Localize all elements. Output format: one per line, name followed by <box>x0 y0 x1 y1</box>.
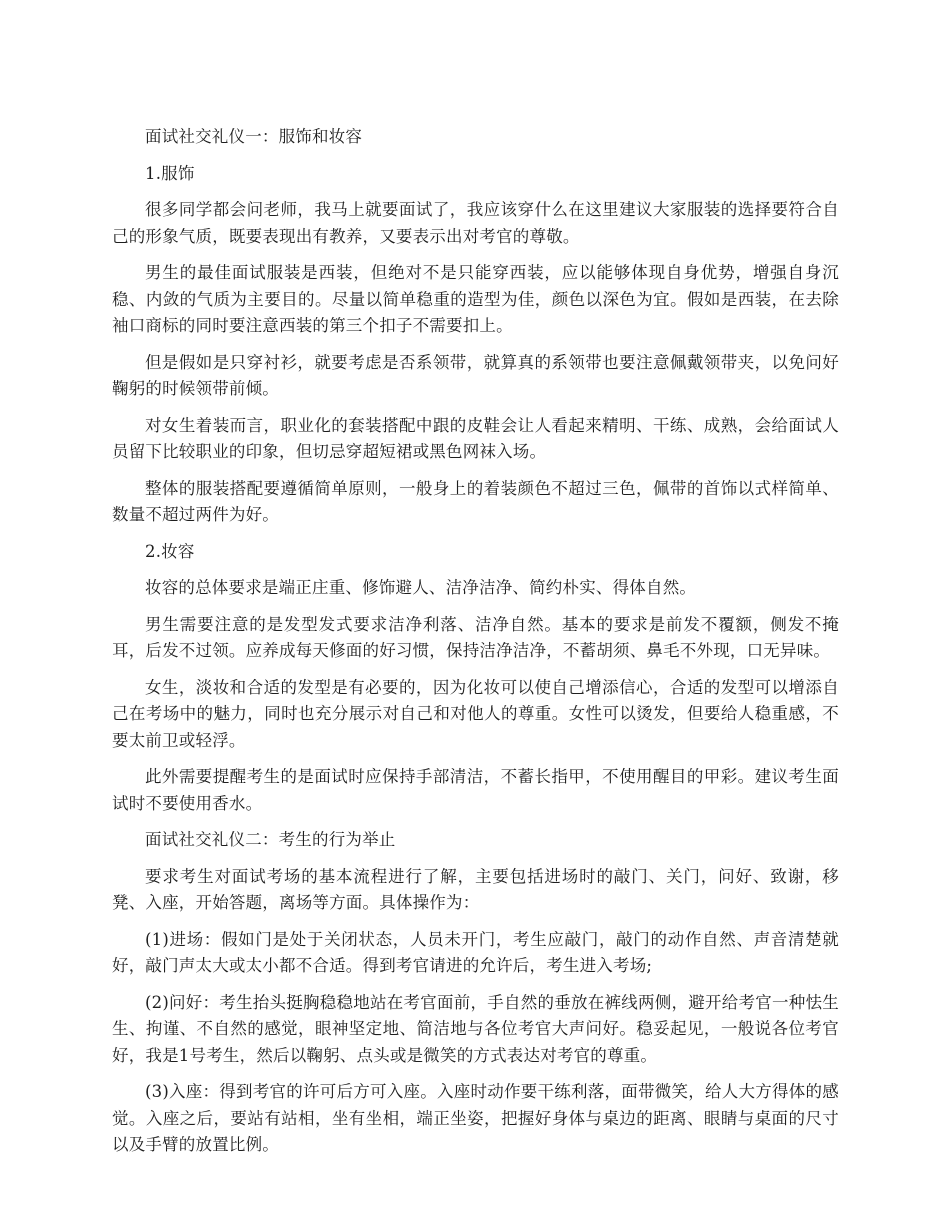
paragraph: 但是假如是只穿衬衫，就要考虑是否系领带，就算真的系领带也要注意佩戴领带夹，以免问好鞠躬的时候领带前倾。 <box>112 352 839 398</box>
subsection-heading: 2.妆容 <box>145 541 195 561</box>
paragraph: 此外需要提醒考生的是面试时应保持手部清洁，不蓄长指甲，不使用醒目的甲彩。建议考生面试时不要使用香水。 <box>112 767 839 813</box>
paragraph: 很多同学都会问老师，我马上就要面试了，我应该穿什么在这里建议大家服装的选择要符合自己的形象气质，既要表现出有教养，又要表示出对考官的尊敬。 <box>112 200 839 246</box>
paragraph: 整体的服装搭配要遵循简单原则，一般身上的着装颜色不超过三色，佩带的首饰以式样简单、数量不超过两件为好。 <box>112 478 839 524</box>
subsection-heading: 1.服饰 <box>145 163 195 183</box>
paragraph: (1)进场：假如门是处于关闭状态，人员未开门，考生应敲门，敲门的动作自然、声音清楚就好，敲门声太大或太小都不合适。得到考官请进的允许后，考生进入考场; <box>112 929 839 975</box>
paragraph: 对女生着装而言，职业化的套装搭配中跟的皮鞋会让人看起来精明、干练、成熟，会给面试人员留下比较职业的印象，但切忌穿超短裙或黑色网袜入场。 <box>112 415 839 461</box>
paragraph: 妆容的总体要求是端正庄重、修饰避人、洁净洁净、简约朴实、得体自然。 <box>145 578 697 597</box>
paragraph: (2)问好：考生抬头挺胸稳稳地站在考官面前，手自然的垂放在裤线两侧，避开给考官一种怯生生、拘谨、不自然的感觉，眼神坚定地、简洁地与各位考官大声问好。稳妥起见，一般说各位考官好，我是1号考生，然后以鞠躬、点头或是微笑的方式表达对考官的尊重。 <box>112 992 839 1065</box>
section-heading: 面试社交礼仪二：考生的行为举止 <box>145 830 396 849</box>
paragraph: 要求考生对面试考场的基本流程进行了解，主要包括进场时的敲门、关门，问好、致谢，移凳、入座，开始答题，离场等方面。具体操作为： <box>112 866 839 912</box>
paragraph: 男生需要注意的是发型发式要求洁净利落、洁净自然。基本的要求是前发不覆额，侧发不掩耳，后发不过领。应养成每天修面的好习惯，保持洁净洁净，不蓄胡须、鼻毛不外现，口无异味。 <box>112 614 839 660</box>
paragraph: (3)入座：得到考官的许可后方可入座。入座时动作要干练利落，面带微笑，给人大方得体的感觉。入座之后，要站有站相，坐有坐相，端正坐姿，把握好身体与桌边的距离、眼睛与桌面的尺寸以及手臂的放置比例。 <box>112 1082 839 1154</box>
paragraph: 女生，淡妆和合适的发型是有必要的，因为化妆可以使自己增添信心，合适的发型可以增添自己在考场中的魅力，同时也充分展示对自己和对他人的尊重。女性可以烫发，但要给人稳重感，不要太前卫或轻浮。 <box>112 677 839 750</box>
paragraph: 男生的最佳面试服装是西装，但绝对不是只能穿西装，应以能够体现自身优势，增强自身沉稳、内敛的气质为主要目的。尽量以简单稳重的造型为佳，颜色以深色为宜。假如是西装，在去除袖口商标的同时要注意西装的第三个扣子不需要扣上。 <box>112 263 839 335</box>
document-body <box>112 124 839 1169</box>
section-heading: 面试社交礼仪一：服饰和妆容 <box>145 127 363 146</box>
